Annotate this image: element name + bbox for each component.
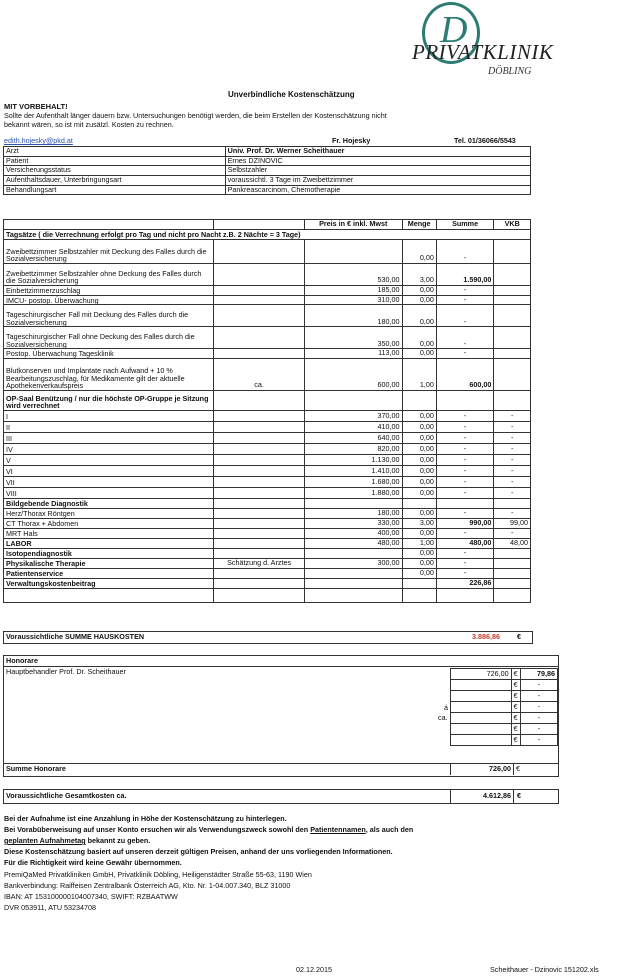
cost-row	[4, 538, 531, 548]
section-title: Tagsätze ( die Verrechnung erfolgt pro Tag und nicht pro Nacht z.B. 2 Nächte = 3 Tage)	[4, 230, 531, 240]
item-sum: 480,00	[436, 538, 494, 548]
cost-row	[4, 443, 531, 454]
info-row	[4, 147, 531, 157]
item-note	[214, 327, 305, 349]
spacer-cell	[4, 588, 214, 602]
item-vkb: -	[494, 410, 531, 421]
item-price: 300,00	[304, 558, 402, 568]
cost-row	[4, 548, 531, 558]
logo-sub: DÖBLING	[488, 66, 532, 77]
honorare-value	[451, 724, 512, 735]
info-value: voraussichtl. 3 Tage im Zweibettzimmer	[225, 175, 530, 185]
item-qty: 0,00	[402, 443, 436, 454]
honorare-row	[451, 713, 558, 724]
spacer-cell	[214, 588, 305, 602]
item-qty: 0,00	[402, 327, 436, 349]
item-qty: 0,00	[402, 295, 436, 305]
item-qty: 0,00	[402, 432, 436, 443]
item-sum: -	[436, 432, 494, 443]
item-sum: -	[436, 410, 494, 421]
item-vkb	[494, 295, 531, 305]
info-label: Arzt	[4, 147, 226, 157]
item-sum: -	[436, 508, 494, 518]
item-note	[214, 432, 305, 443]
item-sum: -	[436, 421, 494, 432]
item-note	[214, 578, 305, 588]
footer-line-1: Bei der Aufnahme ist eine Anzahlung in Höhe der Kostenschätzung zu hinterlegen.	[4, 814, 287, 823]
item-price: 370,00	[304, 410, 402, 421]
item-vkb	[494, 558, 531, 568]
cost-row	[4, 240, 531, 264]
item-price: 480,00	[304, 538, 402, 548]
section-blank	[214, 390, 305, 410]
grand-total-value: 4.612,86	[483, 791, 511, 800]
item-price: 180,00	[304, 508, 402, 518]
cost-row	[4, 264, 531, 286]
cost-table	[3, 219, 531, 603]
item-description: VIII	[4, 487, 214, 498]
info-label: Patient	[4, 156, 226, 166]
item-price: 310,00	[304, 295, 402, 305]
item-price: 640,00	[304, 432, 402, 443]
document-title: Unverbindliche Kostenschätzung	[228, 90, 355, 99]
cost-row	[4, 558, 531, 568]
info-label: Versicherungsstatus	[4, 166, 226, 176]
section-blank	[436, 498, 494, 508]
item-description: IMCU- postop. Überwachung	[4, 295, 214, 305]
item-description: Zweibettzimmer Selbstzahler ohne Deckung des Falles durch die Sozialversicherung	[4, 264, 214, 286]
item-price	[304, 578, 402, 588]
item-description: LABOR	[4, 538, 214, 548]
item-note	[214, 240, 305, 264]
item-qty: 0,00	[402, 240, 436, 264]
item-description: Einbettzimmerzuschlag	[4, 286, 214, 296]
footer-line-2	[4, 826, 413, 835]
item-vkb: 48,00	[494, 538, 531, 548]
header-blank	[4, 220, 214, 230]
footer-date: 02.12.2015	[296, 965, 332, 974]
item-sum: 1.590,00	[436, 264, 494, 286]
honorare-value	[451, 735, 512, 746]
item-price: 1.680,00	[304, 476, 402, 487]
item-vkb	[494, 264, 531, 286]
item-qty: 3,00	[402, 518, 436, 528]
item-qty: 0,00	[402, 454, 436, 465]
cost-row	[4, 518, 531, 528]
item-description: II	[4, 421, 214, 432]
item-sum: -	[436, 327, 494, 349]
cost-row	[4, 508, 531, 518]
item-vkb: -	[494, 508, 531, 518]
info-value: Ernes DZINOVIC	[225, 156, 530, 166]
item-qty: 0,00	[402, 349, 436, 359]
cost-row	[4, 487, 531, 498]
item-sum: -	[436, 476, 494, 487]
item-qty: 0,00	[402, 568, 436, 578]
section-header-row	[4, 498, 531, 508]
item-vkb	[494, 578, 531, 588]
honorare-extra-a: á	[444, 703, 448, 712]
section-blank	[494, 498, 531, 508]
honorare-vkb: -	[520, 713, 557, 724]
item-qty: 3,00	[402, 264, 436, 286]
item-vkb: -	[494, 454, 531, 465]
spacer-row	[4, 588, 531, 602]
item-note	[214, 487, 305, 498]
item-sum: -	[436, 443, 494, 454]
item-qty: 0,00	[402, 465, 436, 476]
info-label: Behandlungsart	[4, 185, 226, 195]
honorare-value	[451, 702, 512, 713]
item-sum: -	[436, 454, 494, 465]
grand-total-currency: €	[517, 791, 521, 800]
item-sum: -	[436, 528, 494, 538]
logo-mark: D	[440, 9, 468, 51]
item-price: 600,00	[304, 358, 402, 390]
item-note	[214, 443, 305, 454]
honorare-title: Honorare	[6, 656, 38, 665]
item-note	[214, 476, 305, 487]
footer-line-2c: , als auch den	[365, 825, 414, 834]
item-note	[214, 518, 305, 528]
honorare-row	[451, 680, 558, 691]
honorare-row	[451, 724, 558, 735]
grand-total-row	[3, 789, 559, 804]
cost-row	[4, 286, 531, 296]
section-header-row	[4, 390, 531, 410]
honorare-value: 726,00	[451, 669, 512, 680]
honorare-currency: €	[511, 702, 520, 713]
item-price	[304, 568, 402, 578]
honorare-row	[451, 691, 558, 702]
honorare-currency: €	[511, 669, 520, 680]
honorare-currency: €	[511, 735, 520, 746]
total-row	[3, 631, 533, 644]
item-note	[214, 548, 305, 558]
footer-patient-name: Patientennamen	[310, 825, 366, 834]
item-sum: -	[436, 295, 494, 305]
honorare-box	[3, 655, 559, 777]
honorare-row	[451, 735, 558, 746]
item-qty: 0,00	[402, 487, 436, 498]
item-vkb: -	[494, 476, 531, 487]
item-description: Tageschirurgischer Fall mit Deckung des Falles durch die Sozialversicherung	[4, 305, 214, 327]
honorare-vkb: -	[520, 724, 557, 735]
honorare-value	[451, 713, 512, 724]
item-description: Isotopendiagnostik	[4, 548, 214, 558]
item-note	[214, 264, 305, 286]
item-price: 113,00	[304, 349, 402, 359]
item-sum: -	[436, 465, 494, 476]
section-blank	[304, 390, 402, 410]
section-blank	[402, 390, 436, 410]
item-vkb	[494, 327, 531, 349]
item-note	[214, 295, 305, 305]
logo-name: PRIVATKLINIK	[412, 40, 554, 64]
item-sum: 226,86	[436, 578, 494, 588]
cost-row	[4, 410, 531, 421]
item-qty	[402, 578, 436, 588]
item-note	[214, 410, 305, 421]
section-blank	[494, 390, 531, 410]
honorare-sum-label: Summe Honorare	[6, 764, 66, 773]
cost-row	[4, 568, 531, 578]
item-price: 820,00	[304, 443, 402, 454]
item-sum: -	[436, 558, 494, 568]
cost-header-row	[4, 220, 531, 230]
section-title: Bildgebende Diagnostik	[4, 498, 214, 508]
footer-line-6: PremiQaMed Privatkliniken GmbH, Privatklinik Döbling, Heiligenstädter Straße 55-63, 1190 Wien	[4, 870, 312, 879]
footer-line-4: Diese Kostenschätzung basiert auf unseren derzeit gültigen Preisen, anhand der uns vorliegenden Informationen.	[4, 847, 393, 856]
item-description: CT Thorax + Abdomen	[4, 518, 214, 528]
item-description: I	[4, 410, 214, 421]
honorare-vkb: -	[520, 691, 557, 702]
honorare-sum-currency: €	[516, 764, 520, 773]
item-description: VII	[4, 476, 214, 487]
footer-filename: Scheithauer - Dzinovic 151202.xls	[490, 965, 599, 974]
item-note	[214, 508, 305, 518]
info-row	[4, 185, 531, 195]
item-description: Patientenservice	[4, 568, 214, 578]
section-blank	[436, 390, 494, 410]
cost-row	[4, 578, 531, 588]
cost-row	[4, 432, 531, 443]
cost-row	[4, 465, 531, 476]
item-vkb	[494, 358, 531, 390]
item-description: Herz/Thorax Röntgen	[4, 508, 214, 518]
item-description: MRT Hals	[4, 528, 214, 538]
info-row	[4, 166, 531, 176]
item-qty: 0,00	[402, 528, 436, 538]
item-note	[214, 454, 305, 465]
header-qty: Menge	[402, 220, 436, 230]
honorare-currency: €	[511, 680, 520, 691]
item-description: Postop. Überwachung Tagesklinik	[4, 349, 214, 359]
section-blank	[402, 498, 436, 508]
spacer-cell	[494, 588, 531, 602]
honorare-sum-cell	[450, 763, 514, 775]
footer-admission-day: geplanten Aufnahmetag	[4, 836, 86, 845]
item-qty: 0,00	[402, 508, 436, 518]
item-qty: 0,00	[402, 305, 436, 327]
honorare-row	[451, 669, 558, 680]
info-row	[4, 156, 531, 166]
item-note	[214, 568, 305, 578]
honorare-value	[451, 680, 512, 691]
item-vkb: -	[494, 443, 531, 454]
item-qty: 0,00	[402, 410, 436, 421]
total-value: 3.886,86	[472, 632, 500, 641]
item-note	[214, 538, 305, 548]
item-description: Physikalische Therapie	[4, 558, 214, 568]
cost-row	[4, 476, 531, 487]
item-sum: -	[436, 305, 494, 327]
item-sum: -	[436, 286, 494, 296]
cost-row	[4, 421, 531, 432]
footer-line-9: DVR 053911, ATU 53234708	[4, 903, 97, 912]
honorare-vkb: -	[520, 735, 557, 746]
honorare-value	[451, 691, 512, 702]
item-vkb: -	[494, 421, 531, 432]
total-currency: €	[517, 632, 521, 641]
item-price: 185,00	[304, 286, 402, 296]
item-price: 330,00	[304, 518, 402, 528]
honorare-sum-value: 726,00	[489, 764, 511, 773]
item-sum: -	[436, 487, 494, 498]
item-price	[304, 240, 402, 264]
item-vkb	[494, 305, 531, 327]
item-sum: 600,00	[436, 358, 494, 390]
item-description: Zweibettzimmer Selbstzahler mit Deckung des Falles durch die Sozialversicherung	[4, 240, 214, 264]
header-price: Preis in € inkl. Mwst	[304, 220, 402, 230]
item-description: Tageschirurgischer Fall ohne Deckung des Falles durch die Sozialversicherung	[4, 327, 214, 349]
item-note: Schätzung d. Arztes	[214, 558, 305, 568]
header-blank-2	[214, 220, 305, 230]
cost-row	[4, 358, 531, 390]
honorare-currency: €	[511, 724, 520, 735]
item-vkb: -	[494, 465, 531, 476]
footer-line-7: Bankverbindung: Raiffeisen Zentralbank Österreich AG, Kto. Nr. 1-04.007.340, BLZ 31000	[4, 881, 291, 890]
item-sum: -	[436, 349, 494, 359]
item-note: ca.	[214, 358, 305, 390]
spacer-cell	[436, 588, 494, 602]
item-note	[214, 286, 305, 296]
item-sum: -	[436, 240, 494, 264]
item-price: 410,00	[304, 421, 402, 432]
item-qty: 1,00	[402, 358, 436, 390]
info-label: Aufenthaltsdauer, Unterbringungsart	[4, 175, 226, 185]
item-qty: 0,00	[402, 476, 436, 487]
honorare-row	[451, 702, 558, 713]
section-header-row	[4, 230, 531, 240]
cost-row	[4, 528, 531, 538]
cost-row	[4, 349, 531, 359]
item-price: 400,00	[304, 528, 402, 538]
item-vkb: -	[494, 528, 531, 538]
patient-info-table	[3, 146, 531, 195]
honorare-vkb: -	[520, 680, 557, 691]
item-description: V	[4, 454, 214, 465]
section-blank	[304, 498, 402, 508]
item-vkb	[494, 240, 531, 264]
item-note	[214, 465, 305, 476]
item-vkb	[494, 568, 531, 578]
honorare-extra-ca: ca.	[438, 713, 448, 722]
honorare-vkb: -	[520, 702, 557, 713]
info-value: Pankreascarcinom, Chemotherapie	[225, 185, 530, 195]
item-vkb: -	[494, 487, 531, 498]
item-price	[304, 548, 402, 558]
header-vkb: VKB	[494, 220, 531, 230]
item-vkb	[494, 286, 531, 296]
footer-line-5: Für die Richtigkeit wird keine Gewähr übernommen.	[4, 858, 182, 867]
item-vkb	[494, 349, 531, 359]
spacer-cell	[304, 588, 402, 602]
item-note	[214, 349, 305, 359]
item-price: 350,00	[304, 327, 402, 349]
item-description: IV	[4, 443, 214, 454]
item-qty: 0,00	[402, 286, 436, 296]
honorare-currency: €	[511, 691, 520, 702]
item-sum: -	[436, 548, 494, 558]
item-price: 1.130,00	[304, 454, 402, 465]
spacer-cell	[402, 588, 436, 602]
total-label: Voraussichtliche SUMME HAUSKOSTEN	[6, 632, 145, 641]
item-qty: 0,00	[402, 421, 436, 432]
clinic-logo	[410, 2, 555, 82]
footer-line-2a: Bei Vorabüberweisung auf unser Konto ersuchen wir als Verwendungszweck sowohl den	[4, 825, 311, 834]
item-qty: 0,00	[402, 548, 436, 558]
item-description: Blutkonserven und Implantate nach Aufwand + 10 % Bearbeitungszuschlag, für Medikamente gilt der aktuelle Apothekenverkaufspreis	[4, 358, 214, 390]
footer-line-3b: bekannt zu geben.	[85, 836, 151, 845]
header-sum: Summe	[436, 220, 494, 230]
item-description: VI	[4, 465, 214, 476]
item-price: 180,00	[304, 305, 402, 327]
honorare-currency: €	[511, 713, 520, 724]
info-row	[4, 175, 531, 185]
item-price: 1.880,00	[304, 487, 402, 498]
item-note	[214, 421, 305, 432]
item-sum: 990,00	[436, 518, 494, 528]
item-note	[214, 528, 305, 538]
item-vkb: 99,00	[494, 518, 531, 528]
item-description: Verwaltungskostenbeitrag	[4, 578, 214, 588]
item-price: 1.410,00	[304, 465, 402, 476]
cost-row	[4, 295, 531, 305]
note-line-2: bekannt wären, so ist mit zusätzl. Kosten zu rechnen.	[4, 120, 174, 129]
honorare-table	[450, 668, 558, 746]
item-price: 530,00	[304, 264, 402, 286]
item-note	[214, 305, 305, 327]
email-link[interactable]: edith.hojesky@pkd.at	[4, 136, 73, 145]
note-line-1: Sollte der Aufenthalt länger dauern bzw. Untersuchungen benötigt werden, die beim Erstellen der Kostenschätzung nicht	[4, 111, 387, 120]
contact-name: Fr. Hojesky	[332, 136, 371, 145]
cost-row	[4, 305, 531, 327]
item-qty: 0,00	[402, 558, 436, 568]
item-sum: -	[436, 568, 494, 578]
info-value: Univ. Prof. Dr. Werner Scheithauer	[225, 147, 530, 157]
section-blank	[214, 498, 305, 508]
info-value: Selbstzahler	[225, 166, 530, 176]
cost-row	[4, 327, 531, 349]
honorare-vkb: 79,86	[520, 669, 557, 680]
item-vkb	[494, 548, 531, 558]
honorare-doctor: Hauptbehandler Prof. Dr. Scheithauer	[6, 667, 126, 676]
contact-phone: Tel. 01/36066/5543	[454, 136, 516, 145]
item-vkb: -	[494, 432, 531, 443]
section-title: OP-Saal Benützung / nur die höchste OP-Gruppe je Sitzung wird verrechnet	[4, 390, 214, 410]
grand-total-label: Voraussichtliche Gesamtkosten ca.	[6, 791, 127, 800]
item-description: III	[4, 432, 214, 443]
footer-line-8: IBAN: AT 153100000104007340, SWIFT: RZBAATWW	[4, 892, 178, 901]
warning-text: MIT VORBEHALT!	[4, 102, 68, 111]
item-qty: 1,00	[402, 538, 436, 548]
footer-line-3	[4, 837, 150, 846]
cost-row	[4, 454, 531, 465]
